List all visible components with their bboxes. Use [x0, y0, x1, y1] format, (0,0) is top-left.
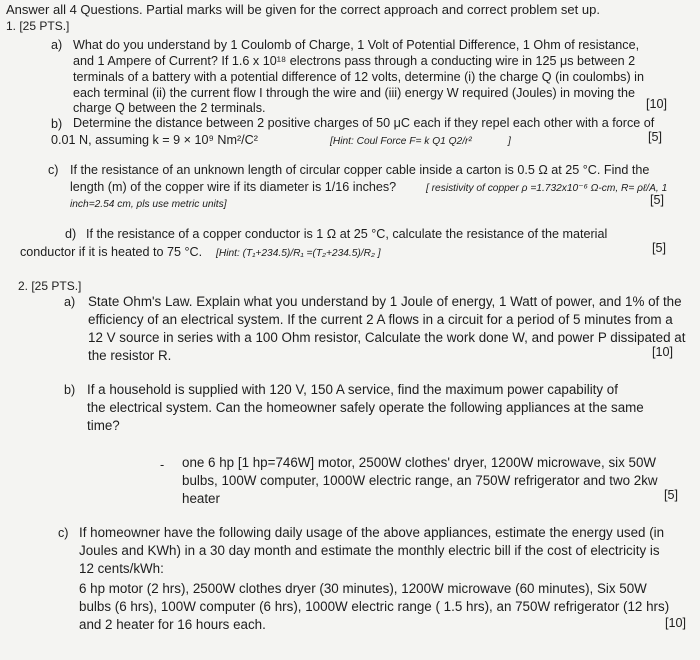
q1c-marks: [5]	[650, 193, 665, 207]
q1d-label: d)	[65, 227, 77, 241]
q1c-line-1: If the resistance of an unknown length of circular copper cable inside a carton is 0.5 Ω at 25 °C. Find the	[70, 163, 650, 177]
q2b-item-line-3: heater	[182, 491, 220, 506]
q1a-line-1: What do you understand by 1 Coulomb of Charge, 1 Volt of Potential Difference, 1 Ohm of resistance,	[73, 38, 640, 52]
q2a-line-3: 12 V source in series with a 100 Ohm resistor, Calculate the work done W, and power P dissipated at	[88, 330, 686, 345]
q1a-marks: [10]	[646, 97, 668, 111]
q2b-line-1: If a household is supplied with 120 V, 150 A service, find the maximum power capability of	[87, 382, 618, 397]
q1b-line-1: Determine the distance between 2 positive charges of 50 μC each if they repel each other with a force of	[73, 116, 655, 130]
q1d-line-1: If the resistance of a copper conductor is 1 Ω at 25 °C, calculate the resistance of the material	[86, 227, 608, 241]
q1a-label: a)	[51, 38, 63, 52]
instructions-header: Answer all 4 Questions. Partial marks will be given for the correct approach and correct problem set up.	[6, 2, 600, 17]
q1a-line-4: each terminal (ii) the current flow I through the wire and (iii) energy W required (Joules) in moving the	[73, 86, 636, 100]
q1a-line-5: charge Q between the 2 terminals.	[73, 101, 266, 115]
q2b-marks: [5]	[664, 488, 679, 502]
q1b-line-2: 0.01 N, assuming k = 9 × 10⁹ Nm²/C²	[51, 133, 258, 147]
q2-title: 2. [25 PTS.]	[18, 279, 82, 293]
q2c-line-1: If homeowner have the following daily usage of the above appliances, estimate the energy used (in	[79, 525, 665, 540]
q2b-item-line-1: one 6 hp [1 hp=746W] motor, 2500W clothes' dryer, 1200W microwave, six 50W	[182, 455, 657, 470]
q1c-hint-line-2: inch=2.54 cm, pls use metric units]	[70, 199, 227, 210]
q2b-label: b)	[64, 383, 76, 397]
q1d-marks: [5]	[652, 241, 667, 255]
q2b-line-3: time?	[87, 418, 120, 433]
q2a-marks: [10]	[652, 345, 674, 359]
q2b-item-line-2: bulbs, 100W computer, 1000W electric range, an 750W refrigerator and two 2kw	[182, 473, 658, 488]
q1-title: 1. [25 PTS.]	[6, 19, 70, 33]
q2c-line-2: Joules and KWh) in a 30 day month and estimate the monthly electric bill if the cost of electricity is	[79, 543, 660, 558]
q2a-line-2: efficiency of an electrical system. If the current 2 A flows in a circuit for a period of 5 minutes from a	[88, 312, 673, 327]
q1b-hint-end: ]	[508, 136, 511, 147]
q2a-line-4: the resistor R.	[88, 348, 172, 363]
q2a-line-1: State Ohm's Law. Explain what you understand by 1 Joule of energy, 1 Watt of power, and 1% of the	[88, 294, 682, 309]
q2a-label: a)	[64, 295, 76, 309]
q2c-marks: [10]	[665, 616, 687, 630]
q1c-label: c)	[48, 163, 59, 177]
q1c-line-2a: length (m) of the copper wire if its diameter is 1/16 inches?	[70, 180, 397, 194]
q2c-line-6: and 2 heater for 16 hours each.	[79, 617, 266, 632]
q1a-line-3: terminals of a battery with a potential difference of 12 volts, determine (i) the charge Q (in coulombs) in	[73, 70, 644, 84]
q1a-line-2: and 1 Ampere of Current? If 1.6 x 10¹⁸ electrons pass through a conducting wire in 125 μs between 2	[73, 54, 636, 68]
q2c-line-3: 12 cents/kWh:	[79, 561, 164, 576]
q1d-hint: [Hint: (T₁+234.5)/R₁ =(T₂+234.5)/R₂ ]	[216, 248, 381, 259]
q2c-line-4: 6 hp motor (2 hrs), 2500W clothes dryer (30 minutes), 1200W microwave (60 minutes), Six 50W	[79, 581, 647, 596]
q1b-hint: [Hint: Coul Force F= k Q1 Q2/r²	[330, 136, 472, 147]
q1c-hint: [ resistivity of copper ρ =1.732x10⁻⁶ Ω-cm, R= ρℓ/A, 1	[426, 183, 668, 194]
q2c-line-5: bulbs (6 hrs), 100W computer (6 hrs), 1000W electric range ( 1.5 hrs), an 750W refrigerator (12 hrs)	[79, 599, 670, 614]
q2c-label: c)	[58, 526, 69, 540]
q1b-label: b)	[51, 117, 63, 131]
q1d-line-2a: conductor if it is heated to 75 °C.	[20, 245, 203, 259]
q1b-marks: [5]	[648, 130, 663, 144]
q2b-bullet: -	[160, 458, 165, 472]
q2b-line-2: the electrical system. Can the homeowner safely operate the following appliances at the same	[87, 400, 644, 415]
